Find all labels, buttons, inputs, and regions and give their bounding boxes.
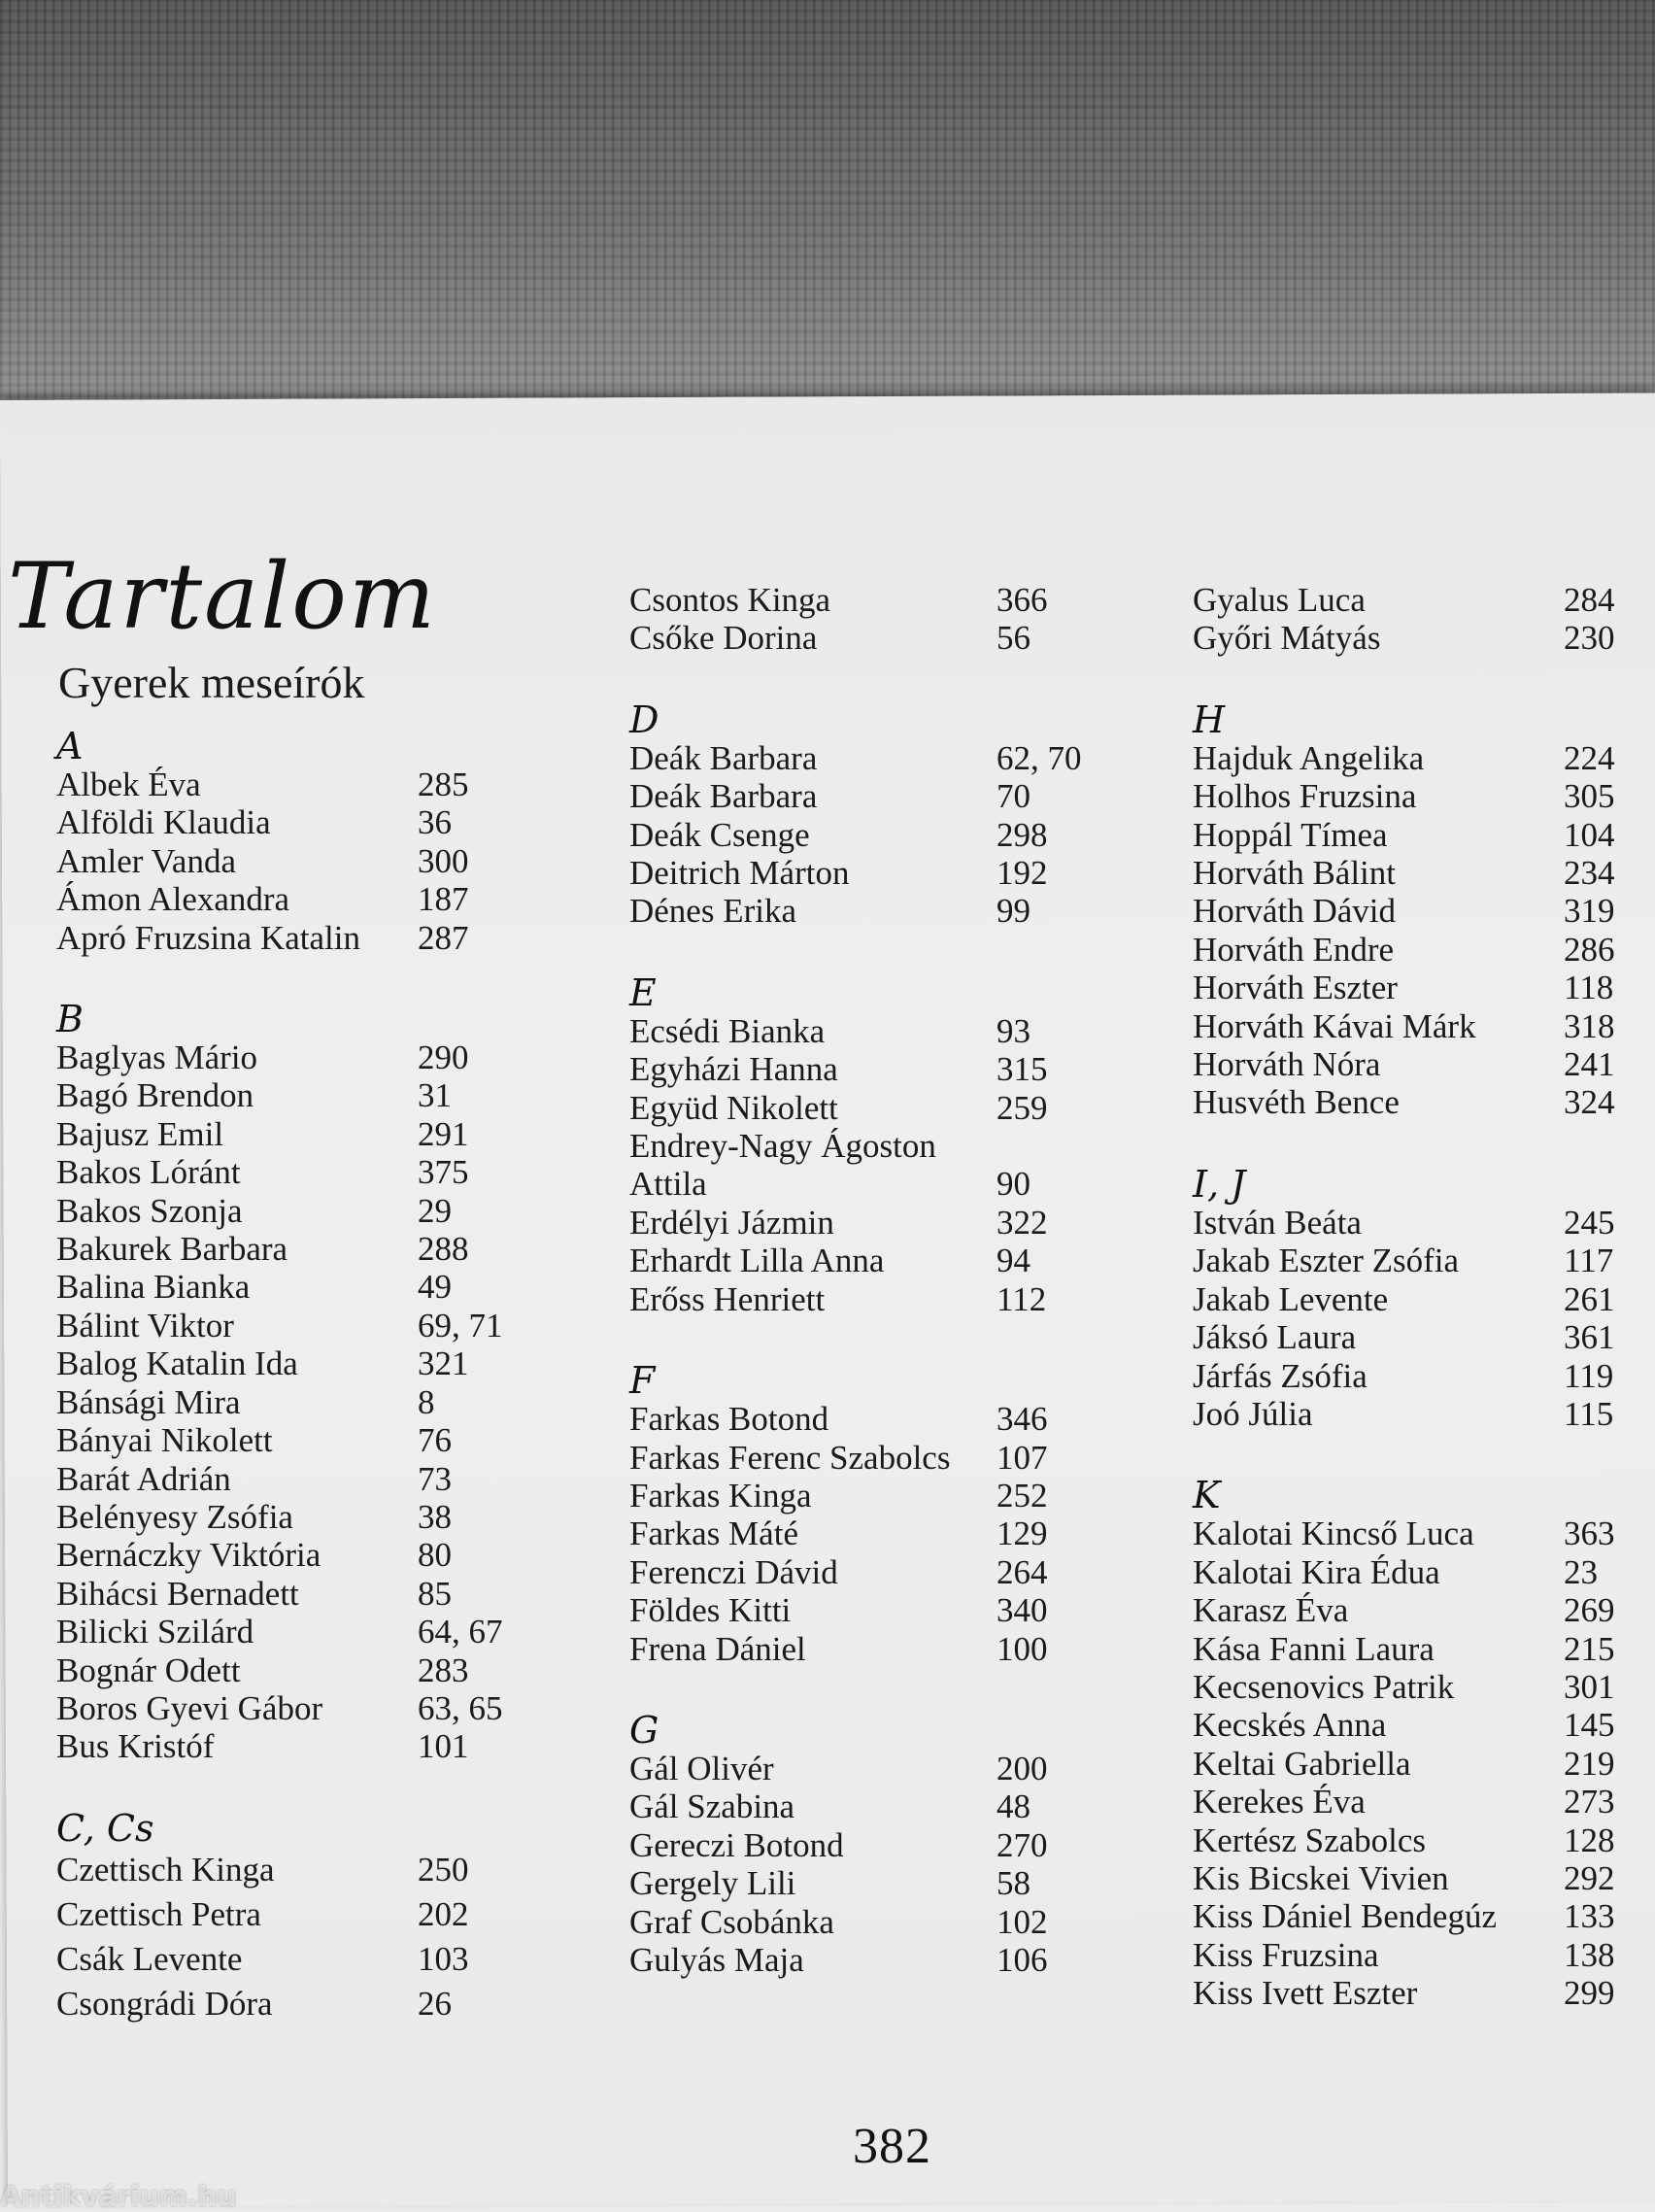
index-entry [629,1477,1115,1514]
index-entry [56,1727,581,1765]
index-entry [1193,1974,1641,2012]
entry-name: Bánsági Mira [56,1382,241,1421]
entry-page: 102 [996,1902,1048,1941]
entry-name: Czettisch Petra [56,1894,261,1933]
entry-page: 318 [1564,1006,1615,1045]
entry-page: 93 [996,1011,1030,1050]
entry-page: 192 [996,854,1048,893]
entry-name: Kalotai Kincső Luca [1193,1514,1474,1553]
entry-name: Bus Kristóf [56,1727,215,1766]
entry-page: 90 [996,1165,1030,1204]
index-section [1193,700,1641,1122]
index-entry [1193,1821,1641,1859]
index-entry [56,842,581,880]
entry-name: Gereczi Botond [629,1825,844,1864]
entry-page: 73 [418,1459,452,1498]
entry-page: 346 [996,1400,1048,1439]
entry-name: Apró Fruzsina Katalin [56,918,360,957]
entry-page: 273 [1564,1783,1615,1821]
entry-name: Graf Csobánka [629,1902,834,1941]
entry-page: 366 [996,581,1048,619]
entry-name: Husvéth Bence [1193,1083,1400,1122]
index-entry [1193,777,1641,815]
index-entry [1193,931,1641,969]
entry-name: Erhardt Lilla Anna [629,1242,885,1280]
index-entry [1193,1630,1641,1668]
index-entry [56,1153,581,1191]
index-entry [629,1553,1115,1591]
index-entry [56,1192,581,1230]
entry-name: Kiss Fruzsina [1193,1935,1379,1974]
index-entry [1193,1045,1641,1083]
index-entry [629,1864,1115,1902]
entry-name: Deák Barbara [629,738,818,777]
index-entry [1193,1591,1641,1629]
entry-name: Amler Vanda [56,841,236,880]
entry-name: Gyalus Luca [1193,581,1366,619]
index-entry [629,1242,1115,1279]
entry-name: Deák Csenge [629,815,810,854]
entry-name: Deák Barbara [629,777,818,816]
index-entry [629,739,1115,777]
index-entry [629,892,1115,930]
index-section [629,700,1115,931]
index-entry [56,1689,581,1727]
entry-name: Farkas Botond [629,1400,829,1439]
entry-name: Együd Nikolett [629,1088,838,1127]
entry-name: Bakos Szonja [56,1191,243,1230]
entry-page: 145 [1564,1706,1615,1745]
entry-page: 187 [418,880,469,919]
index-column-3 [1193,581,1641,2056]
entry-page: 106 [996,1940,1048,1979]
index-entry [629,1050,1115,1088]
index-entry [629,581,1115,619]
index-entry [1193,816,1641,854]
entry-page: 287 [418,918,469,957]
entry-name: Bálint Viktor [56,1306,234,1344]
index-section [629,581,1115,658]
index-entry [1193,581,1641,619]
section-letter: D [629,698,659,741]
entry-page: 245 [1564,1203,1615,1242]
entry-page: 138 [1564,1935,1615,1974]
section-letter: I, J [1193,1162,1246,1206]
entry-page: 56 [996,619,1030,658]
index-entry [56,1344,581,1382]
index-entry [1193,1859,1641,1897]
index-entry [56,1651,581,1689]
entry-page: 361 [1564,1318,1615,1357]
index-entry [629,1204,1115,1242]
entry-page: 375 [418,1153,469,1192]
entry-name: Kecskés Anna [1193,1706,1387,1745]
index-entry [1193,1936,1641,1974]
entry-page: 69, 71 [418,1306,503,1344]
entry-page: 36 [418,803,452,842]
entry-name: Kerekes Éva [1193,1783,1366,1821]
entry-page: 31 [418,1076,452,1115]
entry-name: Bakos Lóránt [56,1153,241,1192]
entry-page: 300 [418,841,469,880]
entry-page: 26 [418,1984,452,2023]
index-entry [629,1165,1115,1203]
entry-page: 100 [996,1629,1048,1668]
entry-name: Kalotai Kira Édua [1193,1552,1440,1591]
entry-name: Horváth Endre [1193,930,1395,969]
index-entry [56,766,581,803]
entry-page: 85 [418,1574,452,1613]
index-section [1193,1162,1641,1433]
entry-name: Gulyás Maja [629,1940,804,1979]
entry-name: Horváth Kávai Márk [1193,1006,1476,1045]
index-entry [629,1514,1115,1552]
index-entry [1193,969,1641,1006]
entry-page: 29 [418,1191,452,1230]
entry-page: 94 [996,1242,1030,1280]
index-entry [56,803,581,841]
entry-page: 250 [418,1850,469,1889]
entry-page: 286 [1564,930,1615,969]
index-entry [56,1982,581,2026]
index-entry [629,1400,1115,1438]
index-entry [1193,739,1641,777]
index-section [629,1708,1115,1979]
entry-name: Balina Bianka [56,1268,251,1307]
index-entry [1193,892,1641,930]
entry-page: 202 [418,1894,469,1933]
entry-page: 270 [996,1825,1048,1864]
index-section [629,970,1115,1318]
index-entry [1193,1553,1641,1591]
entry-page: 119 [1564,1356,1614,1395]
entry-name: Kis Bicskei Vivien [1193,1858,1449,1897]
index-entry [1193,1783,1641,1821]
index-entry [56,1498,581,1536]
entry-name: Horváth Nóra [1193,1045,1381,1084]
entry-page: 107 [996,1438,1048,1477]
index-entry [1193,1395,1641,1433]
entry-name: Győri Mátyás [1193,619,1381,658]
entry-name: Holhos Fruzsina [1193,777,1417,816]
entry-name: Ecsédi Bianka [629,1011,826,1050]
index-entry [629,1750,1115,1787]
section-letter: F [629,1359,656,1403]
entry-page: 298 [996,815,1048,854]
entry-page: 291 [418,1114,469,1153]
entry-page: 340 [996,1591,1048,1630]
entry-page: 284 [1564,581,1615,619]
entry-name: Baglyas Mário [56,1038,258,1077]
entry-page: 8 [418,1382,435,1421]
entry-name: Frena Dániel [629,1629,806,1668]
entry-name: Bilicki Szilárd [56,1613,254,1651]
entry-name: Egyházi Hanna [629,1050,838,1089]
entry-page: 104 [1564,815,1615,854]
index-entry [1193,619,1641,657]
index-entry [1193,1514,1641,1552]
entry-page: 283 [418,1650,469,1689]
index-entry [1193,1357,1641,1395]
index-entry [56,1307,581,1344]
entry-page: 269 [1564,1591,1615,1630]
entry-name: Kása Fanni Laura [1193,1629,1435,1668]
entry-name: Bagó Brendon [56,1076,254,1115]
index-entry [629,1012,1115,1050]
entry-name: Erdélyi Jázmin [629,1203,834,1242]
entry-page: 76 [418,1421,452,1460]
entry-name: Kiss Ivett Eszter [1193,1974,1418,2013]
entry-page: 101 [418,1727,469,1766]
entry-name: Jakab Eszter Zsófia [1193,1242,1460,1280]
index-entry [629,1089,1115,1127]
entry-name: Bányai Nikolett [56,1421,273,1460]
entry-name: Kertész Szabolcs [1193,1821,1427,1859]
entry-name: Bajusz Emil [56,1114,224,1153]
entry-page: 23 [1564,1552,1598,1591]
index-entry [629,1591,1115,1629]
section-letter: C, Cs [56,1806,154,1850]
entry-page: 252 [996,1476,1048,1514]
index-entry [629,1903,1115,1941]
index-column-1 [56,727,581,2069]
entry-page: 241 [1564,1045,1615,1084]
index-entry [629,816,1115,854]
entry-name: István Beáta [1193,1203,1362,1242]
index-entry [1193,1007,1641,1045]
index-entry [56,1038,581,1076]
index-entry [56,1937,581,1982]
index-section [1193,1476,1641,2012]
entry-name: Gál Olivér [629,1749,774,1787]
index-entry [56,1421,581,1459]
entry-name: Csongrádi Dóra [56,1984,273,2023]
entry-name: Ferenczi Dávid [629,1552,838,1591]
entry-name: Jáksó Laura [1193,1318,1357,1357]
index-entry [1193,1706,1641,1744]
section-subtitle: Gyerek meseírók [58,658,365,707]
entry-page: 290 [418,1038,469,1077]
entry-name: Endrey-Nagy Ágoston [629,1127,936,1166]
entry-name: Horváth Dávid [1193,892,1396,931]
entry-page: 230 [1564,619,1615,658]
index-entry [629,1941,1115,1979]
entry-page: 200 [996,1749,1048,1787]
entry-name: Csontos Kinga [629,581,831,619]
index-entry [629,1439,1115,1477]
entry-page: 70 [996,777,1030,816]
entry-page: 129 [996,1514,1048,1553]
entry-page: 324 [1564,1083,1615,1122]
entry-name: Hajduk Angelika [1193,738,1425,777]
index-entry [629,777,1115,815]
index-entry [629,854,1115,892]
entry-page: 261 [1564,1279,1615,1318]
entry-name: Hoppál Tímea [1193,815,1388,854]
section-letter: H [1193,698,1226,741]
entry-name: Joó Júlia [1193,1394,1313,1433]
index-entry [629,1787,1115,1825]
index-section [56,1000,581,1766]
index-entry [56,1848,581,1892]
index-entry [56,1076,581,1114]
index-entry [56,880,581,918]
entry-page: 118 [1564,969,1614,1007]
entry-page: 58 [996,1864,1030,1903]
entry-name: Czettisch Kinga [56,1850,275,1889]
entry-page: 224 [1564,738,1615,777]
entry-page: 117 [1564,1242,1614,1280]
entry-name: Albek Éva [56,766,201,803]
entry-page: 133 [1564,1897,1615,1936]
entry-name: Alföldi Klaudia [56,803,271,842]
entry-name: Csőke Dorina [629,619,818,658]
index-section [629,1361,1115,1668]
section-letter: A [56,725,84,767]
index-entry [56,1575,581,1613]
entry-page: 319 [1564,892,1615,931]
entry-page: 299 [1564,1974,1615,2013]
entry-page: 215 [1564,1629,1615,1668]
section-letter: E [629,970,657,1014]
entry-page: 305 [1564,777,1615,816]
index-entry [1193,1745,1641,1783]
entry-page: 285 [418,766,469,803]
index-section [56,1806,581,2026]
index-entry [56,1613,581,1650]
entry-page: 259 [996,1088,1048,1127]
index-entry [56,919,581,957]
index-entry [56,1383,581,1421]
entry-page: 219 [1564,1744,1615,1783]
section-letter: G [629,1708,659,1752]
entry-page: 99 [996,892,1030,931]
entry-name: Barát Adrián [56,1459,231,1498]
entry-name: Dénes Erika [629,892,797,931]
index-entry [1193,1242,1641,1279]
index-entry [1193,1204,1641,1242]
entry-page: 64, 67 [418,1613,503,1651]
entry-page: 301 [1564,1667,1615,1706]
index-column-2 [629,581,1115,2022]
index-entry [1193,1318,1641,1356]
section-letter: B [56,998,84,1041]
wood-background [0,0,1655,408]
entry-page: 48 [996,1787,1030,1826]
index-entry [629,1127,1115,1165]
entry-name: Kiss Dániel Bendegúz [1193,1897,1497,1936]
entry-page: 112 [996,1279,1047,1318]
index-section [56,727,581,957]
entry-page: 288 [418,1230,469,1269]
page-number: 382 [853,2119,931,2174]
entry-name: Gál Szabina [629,1787,795,1826]
entry-name: Attila [629,1165,707,1204]
entry-name: Belényesy Zsófia [56,1497,293,1536]
entry-name: Bognár Odett [56,1650,241,1689]
entry-page: 128 [1564,1821,1615,1859]
entry-page: 315 [996,1050,1048,1089]
entry-name: Csák Levente [56,1939,243,1978]
entry-page: 80 [418,1536,452,1575]
entry-page: 264 [996,1552,1048,1591]
index-section [1193,581,1641,658]
entry-name: Balog Katalin Ida [56,1344,298,1383]
index-entry [629,619,1115,657]
entry-page: 363 [1564,1514,1615,1553]
entry-name: Deitrich Márton [629,854,850,893]
entry-name: Bihácsi Bernadett [56,1574,299,1613]
entry-name: Farkas Máté [629,1514,798,1553]
entry-name: Boros Gyevi Gábor [56,1688,323,1727]
entry-page: 292 [1564,1858,1615,1897]
entry-name: Jakab Levente [1193,1279,1389,1318]
watermark: Antikvárium.hu [0,2180,237,2212]
index-entry [629,1630,1115,1668]
index-entry [56,1230,581,1268]
index-entry [56,1268,581,1306]
entry-name: Karasz Éva [1193,1591,1349,1630]
entry-page: 63, 65 [418,1688,503,1727]
entry-page: 115 [1564,1394,1614,1433]
entry-name: Bernáczky Viktória [56,1536,321,1575]
entry-name: Erőss Henriett [629,1279,826,1318]
index-entry [56,1460,581,1498]
entry-name: Keltai Gabriella [1193,1744,1411,1783]
index-entry [1193,1897,1641,1935]
index-entry [629,1280,1115,1318]
entry-name: Földes Kitti [629,1591,792,1630]
entry-name: Farkas Kinga [629,1476,812,1514]
section-letter: K [1193,1474,1221,1517]
entry-name: Farkas Ferenc Szabolcs [629,1438,951,1477]
entry-page: 103 [418,1939,469,1978]
index-entry [1193,1083,1641,1121]
index-entry [56,1536,581,1574]
entry-name: Gergely Lili [629,1864,796,1903]
index-entry [1193,854,1641,892]
entry-page: 49 [418,1268,452,1307]
index-entry [56,1115,581,1153]
entry-page: 38 [418,1497,452,1536]
page-title: Tartalom [8,544,437,650]
entry-page: 321 [418,1344,469,1383]
entry-name: Bakurek Barbara [56,1230,288,1269]
entry-page: 234 [1564,854,1615,893]
index-entry [1193,1280,1641,1318]
index-entry [1193,1668,1641,1706]
entry-name: Horváth Bálint [1193,854,1396,893]
entry-name: Kecsenovics Patrik [1193,1667,1455,1706]
entry-page: 322 [996,1203,1048,1242]
entry-page: 62, 70 [996,738,1082,777]
index-entry [56,1892,581,1937]
entry-name: Horváth Eszter [1193,969,1398,1007]
entry-name: Járfás Zsófia [1193,1356,1368,1395]
index-entry [629,1826,1115,1864]
entry-name: Ámon Alexandra [56,880,290,919]
